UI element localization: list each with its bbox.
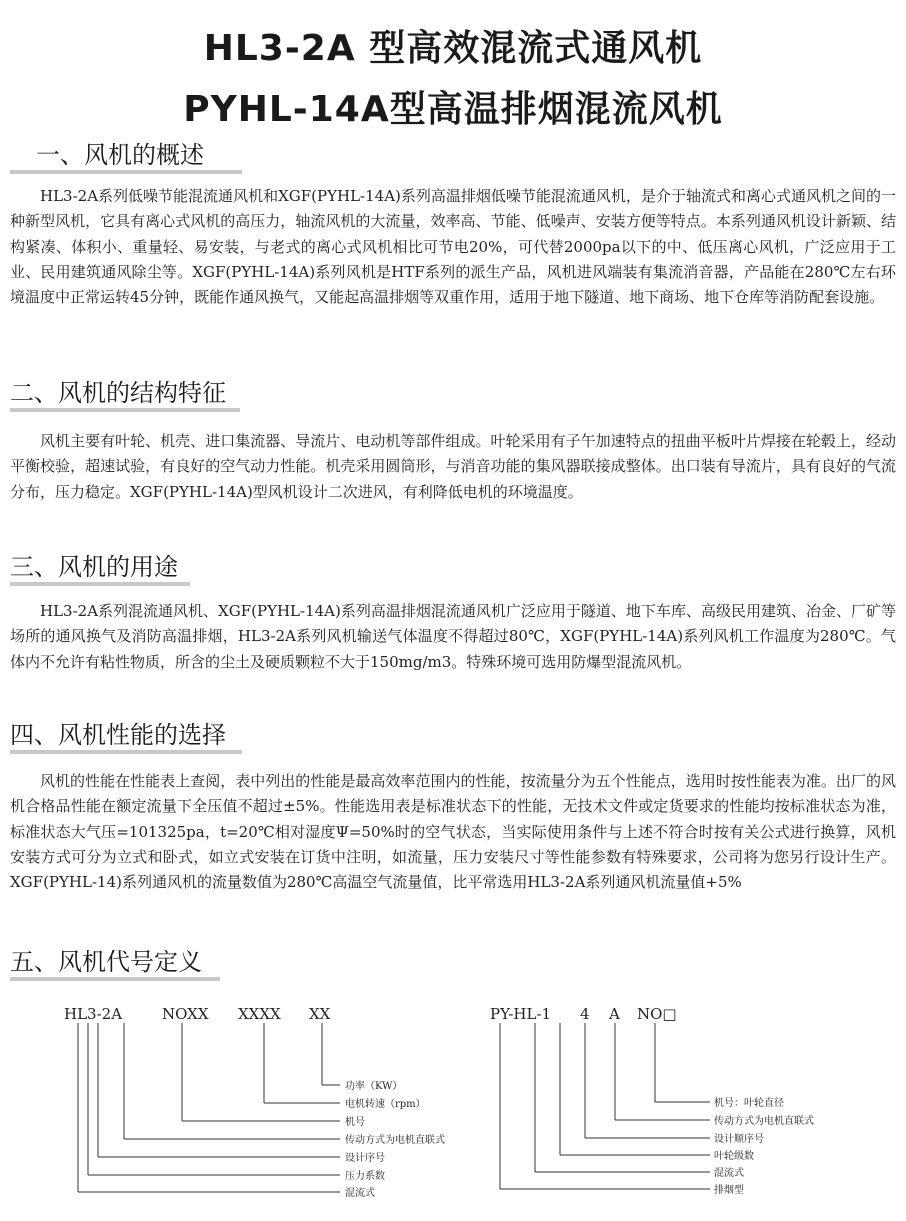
code-label: 机号：叶轮直径 (714, 1098, 784, 1109)
title-line-1: HL3-2A 型高效混流式通风机 (203, 28, 703, 69)
code-label: 传动方式为电机直联式 (714, 1116, 814, 1127)
code-token: 4 (580, 1005, 590, 1023)
code-label: 传动方式为电机直联式 (345, 1135, 445, 1146)
code-token: HL3-2A (64, 1005, 123, 1023)
code-label: 功率（KW） (345, 1081, 403, 1092)
title-line-2: PYHL-14A型高温排烟混流风机 (183, 89, 723, 130)
section-body-structure: 风机主要有叶轮、机壳、进口集流器、导流片、电动机等部件组成。叶轮采用有子午加速特点的扭曲平板叶片焊接在轮毂上，经动平衡校验，超速试验，有良好的空气动力性能。机壳采用圆筒形，与消音功能的集风器联接成整体。出口装有导流片，具有良好的气流分布，压力稳定。XGF(PYHL-14A)型风机设计二次进风，有利降低电机的环境温度。 (10, 432, 896, 501)
code-token: A (609, 1005, 620, 1023)
section-heading-overview (10, 138, 242, 174)
section-body-performance: 风机的性能在性能表上查阅，表中列出的性能是最高效率范围内的性能，按流量分为五个性能点，选用时按性能表为准。出厂的风机合格品性能在额定流量下全压值不超过±5%。性能选用表是标准状态下的性能，无技术文件或定货要求的性能均按标准状态为准，标准状态大气压=101325pa，t=20℃相对湿度Ψ=50%时的空气状态，当实际使用条件与上述不符合时按有关公式进行换算，风机安装方式可分为立式和卧式，如立式安装在订货中注明，如流量，压力安装尺寸等性能参数有特殊要求，公司将为您另行设计生产。XGF(PYHL-14)系列通风机的流量数值为280℃高温空气流量值，比平常选用HL3-2A系列通风机流量值+5% (10, 772, 896, 892)
code-label: 叶轮级数 (714, 1151, 754, 1162)
code-label: 混流式 (345, 1188, 375, 1199)
section-heading-text: 五、风机代号定义 (10, 948, 202, 976)
code-token: XXXX (238, 1005, 281, 1023)
section-heading-text: 一、风机的概述 (36, 141, 204, 169)
heading-underline (10, 170, 242, 174)
section-heading-text: 二、风机的结构特征 (10, 379, 226, 407)
section-heading-performance (10, 718, 242, 754)
code-label: 电机转速（rpm） (345, 1099, 426, 1110)
code-label: 排烟型 (714, 1185, 744, 1196)
heading-underline (10, 750, 242, 754)
code-label: 压力系数 (345, 1171, 385, 1182)
heading-underline (10, 408, 240, 412)
code-label: 设计序号 (345, 1153, 385, 1164)
heading-underline (10, 977, 220, 981)
section-heading-usage (10, 550, 190, 586)
section-body-overview: HL3-2A系列低噪节能混流通风机和XGF(PYHL-14A)系列高温排烟低噪节能混流通风机，是介于轴流式和离心式通风机之间的一种新型风机，它具有离心式风机的高压力，轴流风机的大流量，效率高、节能、低噪声、安装方便等特点。本系列通风机设计新颖、结构紧凑、体积小、重量轻、易安装，与老式的离心式风机相比可节电20%，可代替2000pa以下的中、低压离心风机，广泛应用于工业、民用建筑通风除尘等。XGF(PYHL-14A)系列风机是HTF系列的派生产品，风机进风端装有集流消音器，产品能在280℃左右环境温度中正常运转45分钟，既能作通风换气，又能起高温排烟等双重作用，适用于地下隧道、地下商场、地下仓库等消防配套设施。 (10, 187, 896, 307)
code-label: 混流式 (714, 1168, 744, 1179)
heading-underline (10, 582, 190, 586)
code-token: PY-HL-1 (490, 1005, 552, 1023)
code-definition-diagram (0, 1000, 906, 1221)
section-heading-text: 四、风机性能的选择 (10, 721, 226, 749)
section-heading-code (10, 945, 220, 981)
code-label: 设计顺序号 (714, 1134, 764, 1145)
section-heading-text: 三、风机的用途 (10, 553, 178, 581)
section-body-usage: HL3-2A系列混流通风机、XGF(PYHL-14A)系列高温排烟混流通风机广泛应用于隧道、地下车库、高级民用建筑、冶金、厂矿等场所的通风换气及消防高温排烟，HL3-2A系列风机输送气体温度不得超过80℃，XGF(PYHL-14A)系列风机工作温度为280℃。气体内不允许有粘性物质，所含的尘土及硬质颗粒不大于150mg/m3。特殊环境可选用防爆型混流风机。 (10, 602, 896, 671)
code-token: XX (309, 1005, 331, 1023)
code-label: 机号 (345, 1117, 365, 1128)
code-token: NOXX (162, 1005, 209, 1023)
code-token: NO□ (637, 1005, 677, 1023)
section-heading-structure (10, 376, 240, 412)
